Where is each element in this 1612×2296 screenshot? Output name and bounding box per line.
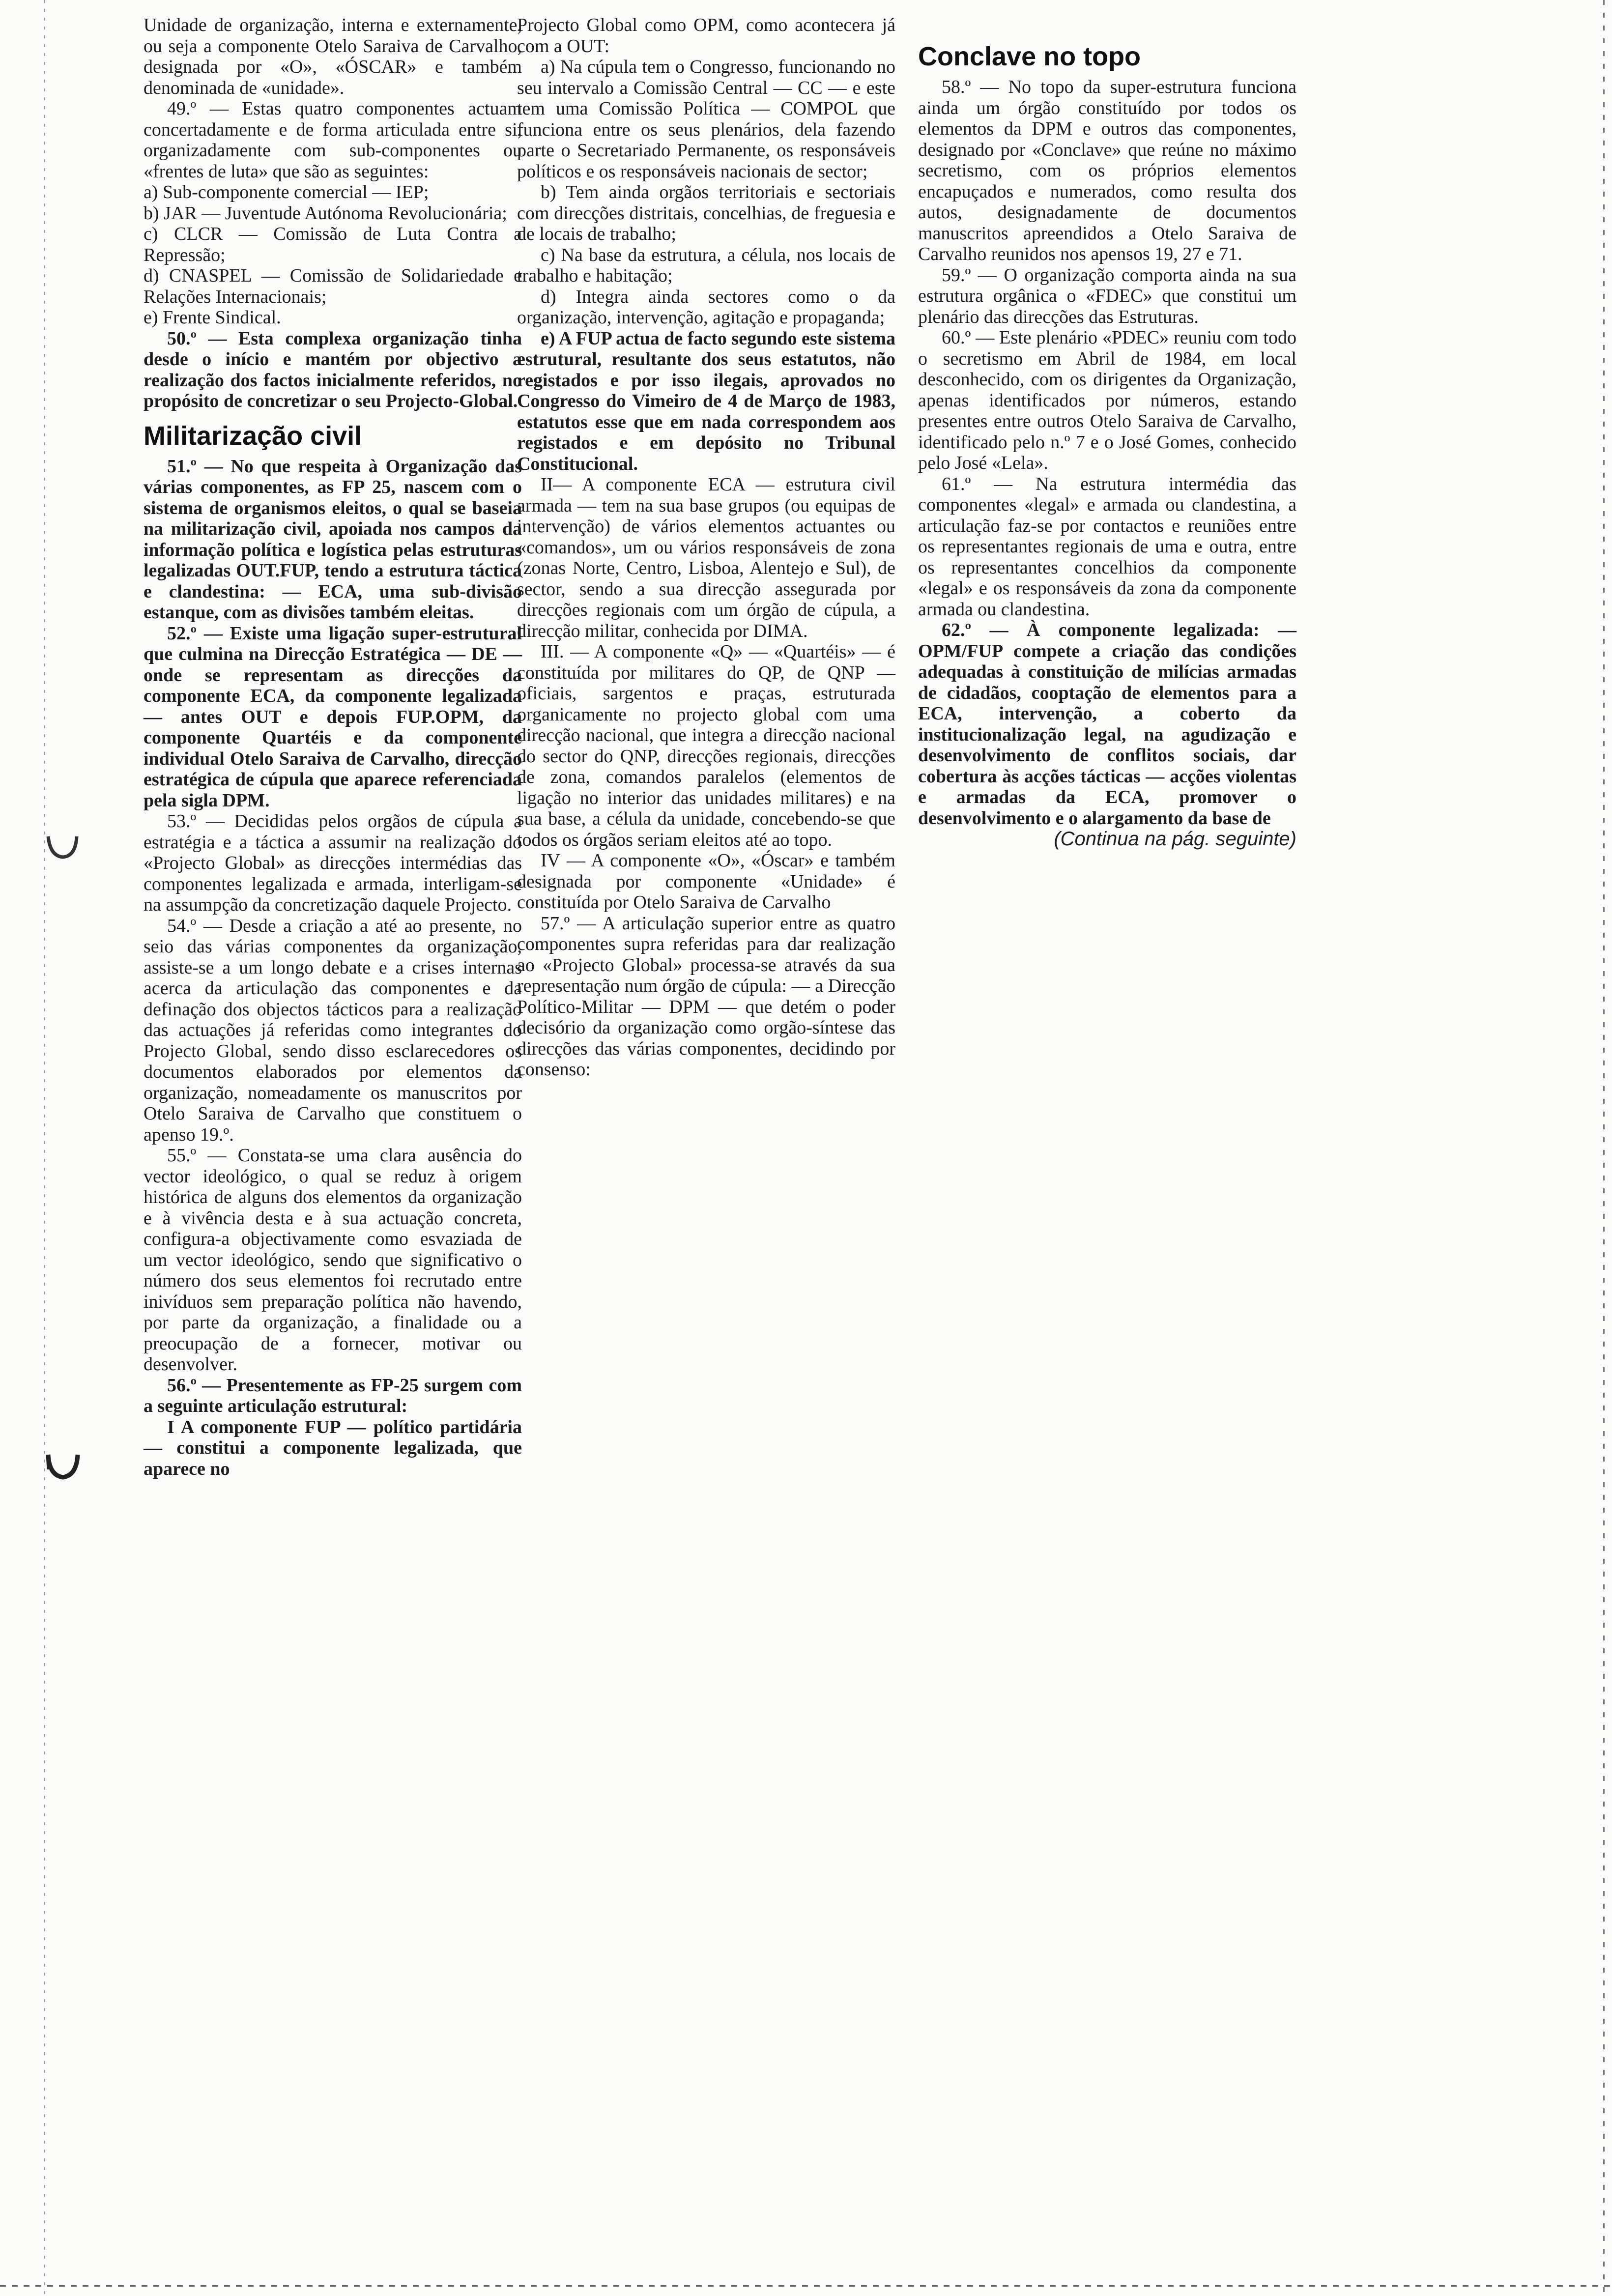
- section-heading-militarizacao: Militarização civil: [144, 421, 362, 451]
- list-item: e) A FUP actua de facto segundo este sistema estrutural, resultante dos seus estatutos, não registados e por isso ilegais, aprovados no Congresso do Vimeiro de 4 de Março de 1983, estatutos esse que em nada correspondem aos registados e em depósito no Tribunal Constitucional.: [517, 328, 895, 474]
- continued-note: (Continua na pág. seguinte): [1054, 828, 1296, 850]
- punch-hole-icon: [43, 831, 83, 865]
- paragraph-component-II: II— A componente ECA — estrutura civil armada — tem na sua base grupos (ou equipas de intervenção) de vários elementos actuantes ou «comandos», um ou vários responsáveis de zona (zonas Norte, Centro, Lisboa, Alentejo e Sul), de sector, sendo a sua direcção assegurada por direcções regionais com um órgão de cúpula, a direcção militar, conhecida por DIMA.: [517, 474, 895, 641]
- paragraph-56: 56.º — Presentemente as FP-25 surgem com a seguinte articulação estrutural:: [144, 1375, 522, 1416]
- list-item: b) Tem ainda orgãos territoriais e sectoriais com direcções distritais, concelhias, de freguesia e de locais de trabalho;: [517, 182, 895, 244]
- paragraph-54: 54.º — Desde a criação a até ao presente, no seio das várias componentes da organização, assiste-se a um longo debate e a crises internas acerca da articulação das componentes e da definação dos objectos tácticos para a realização das actuações já referidas como integrantes do Projecto Global, sendo disso esclarecedores os documentos elaborados por elementos da organização, nomeadamente os manuscritos por Otelo Saraiva de Carvalho que constituem o apenso 19.º.: [144, 915, 522, 1145]
- punch-hole-icon: [43, 1450, 83, 1484]
- page-bottom-edge: [0, 2285, 1612, 2287]
- paragraph-58: 58.º — No topo da super-estrutura funciona ainda um órgão constituído por todos os elementos da DPM e outros das componentes, designado por «Conclave» que reúne no máximo secretismo, com os próprios elementos encapuçados e numerados, como resulta dos autos, designadamente de documentos manuscritos apreendidos a Otelo Saraiva de Carvalho reunidos nos apensos 19, 27 e 71.: [918, 77, 1296, 264]
- section-heading-conclave: Conclave no topo: [918, 42, 1141, 71]
- paragraph-48-end: Unidade de organização, interna e externamente, ou seja a componente Otelo Saraiva de Carvalho, designada por «O», «ÓSCAR» e também denominada de «unidade».: [144, 15, 522, 98]
- paragraph-53: 53.º — Decididas pelos orgãos de cúpula a estratégia e a táctica a assumir na realização do «Projecto Global» as direcções intermédias das componentes legalizada e armada, interligam-se na assumpção da concretização daquele Projecto.: [144, 811, 522, 915]
- page-fold-line: [44, 0, 45, 2296]
- paragraph-52: 52.º — Existe uma ligação super-estrutural que culmina na Direcção Estratégica — DE — onde se representam as direcções da componente ECA, da componente legalizada — antes OUT e depois FUP.OPM, da componente Quartéis e da componente individual Otelo Saraiva de Carvalho, direcção estratégica de cúpula que aparece referenciada pela sigla DPM.: [144, 623, 522, 811]
- paragraph-62: 62.º — À componente legalizada: — OPM/FUP compete a criação das condições adequadas à constituição de milícias armadas de cidadãos, cooptação de elementos para a ECA, intervenção, a coberto da institucionalização legal, na agudização e desenvolvimento de conflitos sociais, dar cobertura às acções tácticas — acções violentas e armadas da ECA, promover o desenvolvimento e o alargamento da base de: [918, 620, 1296, 829]
- paragraph-56-item-I: I A componente FUP — político partidária — constitui a componente legalizada, que aparece no: [144, 1416, 522, 1479]
- paragraph-51: 51.º — No que respeita à Organização das várias componentes, as FP 25, nascem com o sistema de organismos eleitos, o qual se baseia na militarização civil, apoiada nos campos da informação política e logística pelas estruturas legalizadas OUT.FUP, tendo a estrutura táctica e clandestina: — ECA, uma sub-divisão estanque, com as divisões também eleitas.: [144, 456, 522, 623]
- list-item: a) Sub-componente comercial — IEP;: [144, 182, 429, 202]
- list-item: d) CNASPEL — Comissão de Solidariedade e Relações Internacionais;: [144, 265, 522, 307]
- paragraph-59: 59.º — O organização comporta ainda na sua estrutura orgânica o «FDEC» que constitui um plenário das direcções das Estruturas.: [918, 264, 1296, 327]
- paragraph-56-cont: Projecto Global como OPM, como acontecera já com a OUT:: [517, 15, 895, 57]
- column-3: [918, 15, 1296, 850]
- paragraph-57: 57.º — A articulação superior entre as quatro componentes supra referidas para dar realização ao «Projecto Global» processa-se através da sua representação num órgão de cúpula: — a Direcção Político-Militar — DPM — que detém o poder decisório da organização como orgão-síntese das direcções das várias componentes, decidindo por consenso:: [517, 913, 895, 1080]
- paragraph-component-IV: IV — A componente «O», «Óscar» e também designada por componente «Unidade» é constituída por Otelo Saraiva de Carvalho: [517, 850, 895, 913]
- paragraph-50: 50.º — Esta complexa organização tinha desde o início e mantém por objectivo a realização dos factos inicialmente referidos, no propósito de concretizar o seu Projecto-Global.: [144, 328, 522, 411]
- list-item: c) CLCR — Comissão de Luta Contra a Repressão;: [144, 224, 522, 265]
- paragraph-component-III: III. — A componente «Q» — «Quartéis» — é constituída por militares do QP, de QNP — oficiais, sargentos e praças, estruturada organicamente no projecto global com uma direcção nacional, que integra a direcção nacional do sector do QNP, direcções regionais, direcções de zona, comandos paralelos (elementos de ligação no interior das unidades militares) e na sua base, a célula da unidade, concebendo-se que todos os órgãos seriam eleitos até ao topo.: [517, 641, 895, 850]
- column-2: [517, 15, 895, 1080]
- list-item: e) Frente Sindical.: [144, 307, 281, 328]
- paragraph-49: 49.º — Estas quatro componentes actuam concertadamente e de forma articulada entre si, organizadamente com sub-componentes ou «frentes de luta» que são as seguintes:: [144, 98, 522, 182]
- list-item: b) JAR — Juventude Autónoma Revolucionária;: [144, 202, 507, 224]
- paragraph-55: 55.º — Constata-se uma clara ausência do vector ideológico, o qual se reduz à origem histórica de alguns dos elementos da organização e à vivência desta e à sua actuação concreta, configura-a objectivamente como esvaziada de um vector ideológico, sendo que significativo o número dos seus elementos foi recrutado entre inivíduos sem preparação política não havendo, por parte da organização, a finalidade ou a preocupação de a fornecer, motivar ou desenvolver.: [144, 1145, 522, 1375]
- page-right-edge: [1603, 0, 1605, 2296]
- list-item: a) Na cúpula tem o Congresso, funcionando no seu intervalo a Comissão Central — CC — e este tem uma Comissão Política — COMPOL que funciona entre os seus plenários, dela fazendo parte o Secretariado Permanente, os responsáveis políticos e os responsáveis nacionais de sector;: [517, 57, 895, 182]
- paragraph-60: 60.º — Este plenário «PDEC» reuniu com todo o secretismo em Abril de 1984, em local desconhecido, com os dirigentes da Organização, apenas identificados por números, estando presentes entre outros Otelo Saraiva de Carvalho, identificado pelo n.º 7 e o José Gomes, conhecido pelo José «Lela».: [918, 327, 1296, 473]
- column-1: [144, 15, 522, 1479]
- list-item: d) Integra ainda sectores como o da organização, intervenção, agitação e propaganda;: [517, 286, 895, 328]
- paragraph-61: 61.º — Na estrutura intermédia das componentes «legal» e armada ou clandestina, a articulação faz-se por contactos e reuniões entre os representantes regionais de uma e outra, entre os representantes concelhios da componente «legal» e os responsáveis da zona da componente armada ou clandestina.: [918, 473, 1296, 620]
- list-item: c) Na base da estrutura, a célula, nos locais de trabalho e habitação;: [517, 244, 895, 286]
